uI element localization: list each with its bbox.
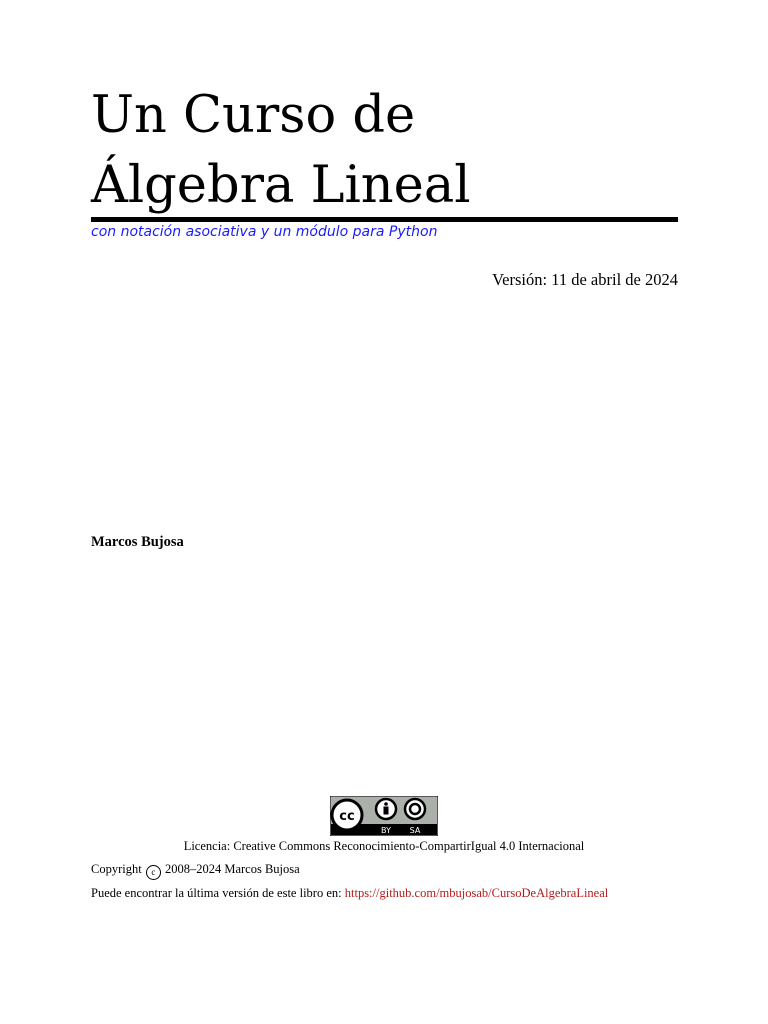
- cc-badge-label: cc: [339, 809, 355, 824]
- sa-badge-label: SA: [409, 826, 421, 835]
- copyright-icon: c: [146, 865, 161, 880]
- subtitle: con notación asociativa y un módulo para Python: [91, 224, 438, 240]
- title-line-2: Álgebra Lineal: [91, 156, 471, 215]
- github-link[interactable]: https://github.com/mbujosab/CursoDeAlgebraLineal: [344, 886, 609, 900]
- copyright-line: [91, 862, 300, 880]
- by-badge-label: BY: [381, 826, 391, 835]
- cc-by-sa-icon: [330, 796, 438, 836]
- copyright-label: Copyright: [91, 862, 142, 876]
- version-date: Versión: 11 de abril de 2024: [492, 270, 678, 289]
- title-rule: [91, 217, 678, 222]
- title-line-1: Un Curso de: [91, 86, 416, 145]
- author-name: Marcos Bujosa: [91, 534, 184, 550]
- copyright-text: 2008–2024 Marcos Bujosa: [164, 862, 300, 876]
- latest-version-text: Puede encontrar la última versión de este libro en:: [91, 886, 342, 900]
- license-text: Licencia: Creative Commons Reconocimiento-CompartirIgual 4.0 Internacional: [183, 839, 585, 853]
- latest-version-line: [91, 886, 608, 901]
